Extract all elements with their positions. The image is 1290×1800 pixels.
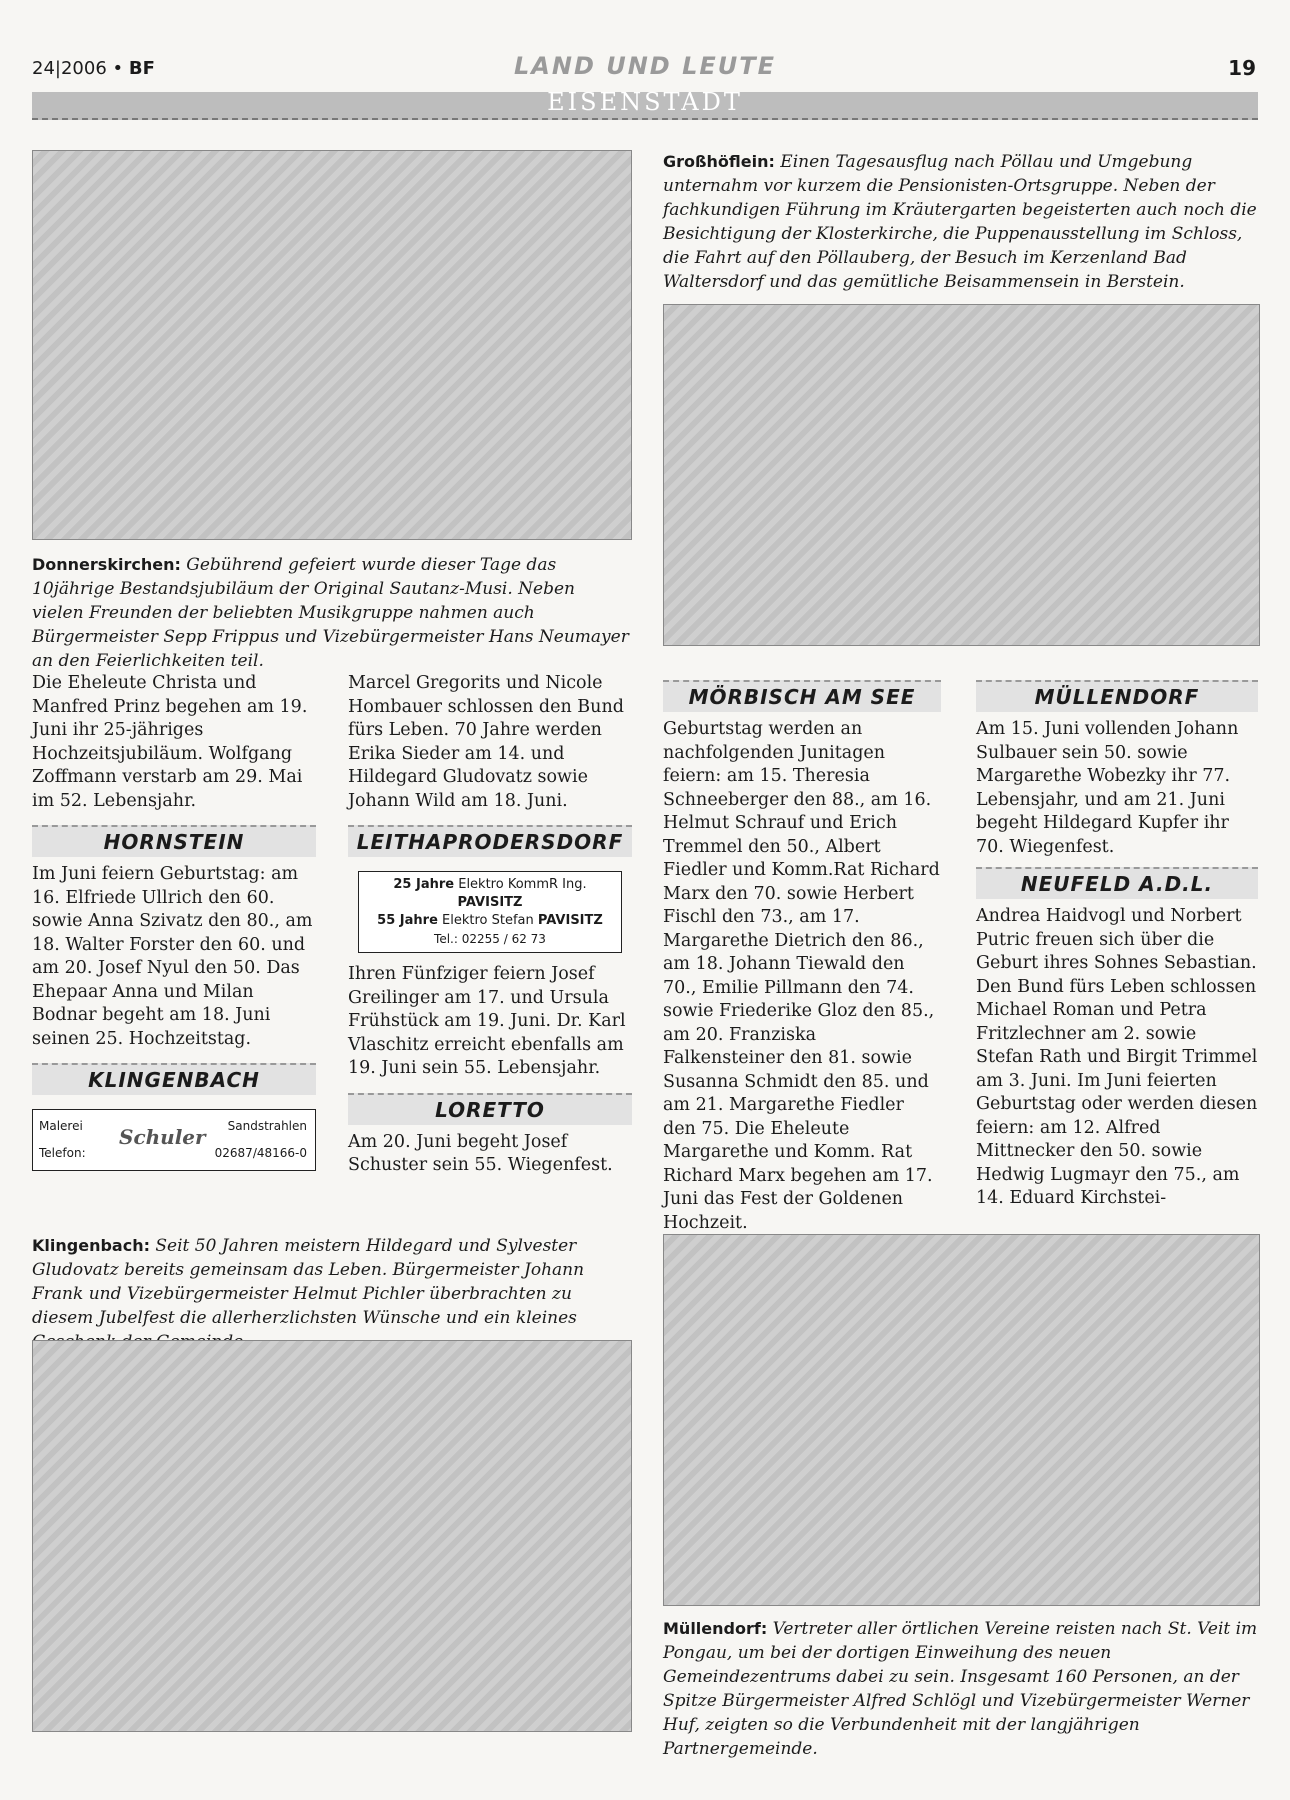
col1-intro: Die Eheleute Christa und Manfred Prinz begehen am 19. Juni ihr 25-jähriges Hochzeitsjubiläum. Wolfgang Zoffmann verstarb am 29. Mai im 52. Lebensjahr. (32, 673, 308, 811)
heading-klingenbach: KLINGENBACH (32, 1063, 316, 1095)
column-3 (663, 680, 941, 1235)
subsection-title: EISENSTADT (547, 88, 743, 116)
page-number: 19 (1228, 56, 1256, 80)
caption-grosshoeflein (663, 150, 1258, 294)
ad-pavisitz (358, 871, 622, 953)
photo-klingenbach (32, 1340, 632, 1732)
ad-line-1: 25 Jahre Elektro KommR Ing. PAVISITZ (393, 877, 587, 910)
photo-grosshoeflein (663, 304, 1260, 646)
column-4 (976, 680, 1258, 1211)
issue-number: 24|2006 (32, 58, 107, 79)
ad-phone: 02687/48166-0 (214, 1145, 307, 1160)
caption-text: Einen Tagesausflug nach Pöllau und Umgebung unternahm vor kurzem die Pensionisten-Ortsgruppe. Neben der fachkundigen Führung im Kräutergarten begeisterten auch noch die Besichtigung der Klosterkirche, die Puppenausstellung im Schloss, die Fahrt auf den Pöllauberg, der Besuch im Kerzenland Bad Waltersdorf und das gemütliche Beisammensein in Berstein. (663, 152, 1257, 292)
caption-place: Klingenbach: (32, 1236, 150, 1255)
ad-logo: Schuler (119, 1125, 206, 1149)
heading-loretto: LORETTO (348, 1093, 632, 1125)
caption-place: Müllendorf: (663, 1619, 768, 1638)
photo-donnerskirchen (32, 150, 632, 540)
caption-place: Großhöflein: (663, 152, 775, 171)
caption-donnerskirchen (32, 553, 630, 673)
neufeld-text: Andrea Haidvogl und Norbert Putric freuen sich über die Geburt ihres Sohnes Sebastian. Den Bund fürs Leben schlossen Michael Roman und Petra Fritzlechner am 2. sowie Stefan Rath und Birgit Trimmel am 3. Juni. Im Juni feierten Geburtstag oder werden diesen feiern: am 12. Alfred Mittnecker den 50. sowie Hedwig Lugmayr den 75., am 14. Eduard Kirchstei- (976, 906, 1258, 1208)
caption-text: Seit 50 Jahren meistern Hildegard und Sylvester Gludovatz bereits gemeinsam das Leben. Bürgermeister Johann Frank und Vizebürgermeister Helmut Pichler überbrachten zu diesem Jubelfest die allerherzlichsten Wünsche und ein kleines (32, 1236, 585, 1328)
issue-bullet: • (112, 58, 124, 79)
heading-muellendorf: MÜLLENDORF (976, 680, 1258, 712)
photo-muellendorf (663, 1234, 1260, 1606)
column-1 (32, 672, 316, 1171)
caption-place: Donnerskirchen: (32, 555, 181, 574)
ad-tel: Tel.: 02255 / 62 73 (434, 932, 546, 946)
muellendorf-text: Am 15. Juni vollenden Johann Sulbauer sein 50. sowie Margarethe Wobezky ihr 77. Lebensjahr, und am 21. Juni begeht Hildegard Kupfer ihr 70. Wiegenfest. (976, 719, 1239, 857)
heading-moerbisch: MÖRBISCH AM SEE (663, 680, 941, 712)
col2-intro: Marcel Gregorits und Nicole Hombauer schlossen den Bund fürs Leben. 70 Jahre werden Erika Sieder am 14. und Hildegard Gludovatz sowie Johann Wild am 18. Juni. (348, 673, 624, 811)
paper-name: BF (128, 58, 155, 79)
caption-text: Vertreter aller örtlichen Vereine reisten nach St. Veit im Pongau, um bei der dortigen Einweihung des neuen Gemeindezentrums dabei zu sein. Insgesamt 160 Personen, an der Spitze Bürgermeister Alfred Schlögl und Vizebürgermeister Werner Huf, zeigten so die Verbundenheit mit der langjährigen Partnergemeinde. (663, 1619, 1258, 1759)
ad-schuler (32, 1109, 316, 1171)
ad-sandstrahlen: Sandstrahlen (227, 1119, 307, 1133)
ad-line-2: 55 Jahre Elektro Stefan PAVISITZ (377, 913, 603, 928)
column-2 (348, 672, 632, 1178)
leitha-text: Ihren Fünfziger feiern Josef Greilinger am 17. und Ursula Frühstück am 19. Juni. Dr. Karl Vlaschitz erreicht ebenfalls am 19. Juni sein 55. Lebensjahr. (348, 964, 626, 1078)
caption-klingenbach (32, 1234, 630, 1354)
heading-neufeld: NEUFELD A.D.L. (976, 867, 1258, 899)
ad-telefon-label: Telefon: (39, 1145, 86, 1160)
moerbisch-text: Geburtstag werden an nachfolgenden Junitagen feiern: am 15. Theresia Schneeberger den 88., am 16. Helmut Schrauf und Erich Tremmel den 50., Albert Fiedler und Komm.Rat Richard Marx den 70. sowie Herbert Fischl den 73., am 17. Margarethe Dietrich den 86., am 18. Johann Tiewald den 70., Emilie Pillmann den 74. sowie Friederike Gloz den 85., am 20. Franziska Falkensteiner den 81. sowie Susanna Schmidt den 85. und am 21. Margarethe Fiedler den 75. Die Eheleute Margarethe und Komm. Rat Richard Marx begehen am 17. Juni das Fest der Goldenen Hochzeit. (663, 719, 940, 1233)
hornstein-text: Im Juni feiern Geburtstag: am 16. Elfriede Ullrich den 60. sowie Anna Szivatz den 80., am 18. Walter Forster den 60. und am 20. Josef Nyul den 50. Das Ehepaar Anna und Milan Bodnar begeht am 18. Juni seinen 25. Hochzeitstag. (32, 864, 313, 1049)
heading-leithaprodersdorf: LEITHAPRODERSDORF (348, 825, 632, 857)
heading-hornstein: HORNSTEIN (32, 825, 316, 857)
caption-muellendorf (663, 1617, 1258, 1761)
ad-malerei: Malerei (39, 1119, 83, 1133)
caption-text: Gebührend gefeiert wurde dieser Tage das 10jährige Bestandsjubiläum der Original Sautanz-Musi. Neben vielen Freunden der beliebten Musikgruppe nahmen auch Bürgermeister Sepp Frippus und Vizebürgermeister Hans Neumayer an den Feierlichkeiten teil. (32, 555, 629, 671)
loretto-text: Am 20. Juni begeht Josef Schuster sein 55. Wiegenfest. (348, 1131, 613, 1175)
section-title: LAND UND LEUTE (513, 52, 777, 80)
